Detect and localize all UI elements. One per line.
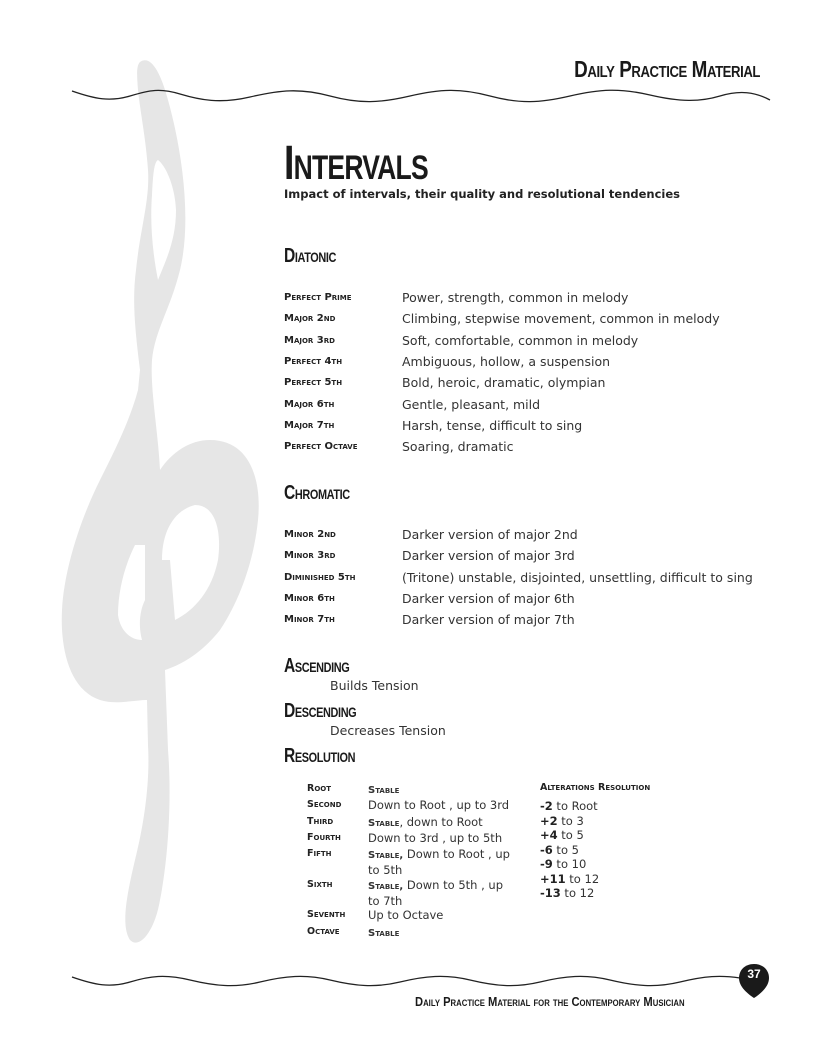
interval-description: Soaring, dramatic [402,439,514,455]
resolution-text: , down to Root [399,814,483,829]
table-row [284,415,720,436]
alterations-heading: Alterations Resolution [540,782,651,793]
interval-description: Gentle, pleasant, mild [402,396,541,412]
descending-text: Decreases Tension [330,723,446,738]
interval-description: (Tritone) unstable, disjointed, unsettling, difficult to sing [402,569,753,585]
alteration-number: +2 [540,813,558,828]
alteration-number: +11 [540,871,566,886]
interval-description: Bold, heroic, dramatic, olympian [402,375,606,391]
diatonic-table [284,287,720,457]
page-subtitle: Impact of intervals, their quality and resolutional tendencies [284,187,681,201]
table-row [307,908,517,924]
table-row [284,308,720,329]
chromatic-table [284,524,753,630]
degree-label: Seventh [307,909,346,921]
resolution-text: Down to Root , up to 5th [368,847,510,878]
table-row [307,831,517,847]
degree-label: Root [307,783,331,794]
interval-description: Darker version of major 2nd [402,527,578,543]
table-row [307,798,517,814]
interval-description: Power, strength, common in melody [402,290,629,306]
section-heading-descending: Descending [284,700,357,722]
list-item [540,872,650,887]
alteration-text: to 12 [565,871,600,886]
section-heading-chromatic: Chromatic [284,482,350,504]
table-row [284,330,720,351]
interval-label: Perfect Prime [284,292,352,304]
running-footer: Daily Practice Material for the Contemporary Musician [415,994,685,1009]
table-row [284,524,753,545]
alteration-text: to 10 [552,857,587,871]
interval-label: Perfect 5th [284,377,343,389]
degree-label: Fourth [307,831,341,843]
table-row [307,878,517,909]
interval-label: Minor 7th [284,614,335,626]
alteration-number: -9 [540,857,553,871]
interval-label: Minor 3rd [284,550,336,562]
interval-description: Climbing, stepwise movement, common in melody [402,311,720,327]
resolution-text: Up to Octave [368,908,444,923]
running-header: Daily Practice Material [574,56,760,82]
alteration-text: to 12 [560,886,595,900]
list-item [540,814,650,829]
interval-label: Major 6th [284,398,335,410]
interval-label: Major 3rd [284,334,335,346]
alteration-number: -2 [540,799,553,813]
interval-description: Darker version of major 6th [402,591,575,607]
section-heading-ascending: Ascending [284,655,350,677]
list-item [540,828,650,843]
interval-label: Major 2nd [284,313,336,325]
table-row [284,436,720,457]
table-row [284,588,753,609]
list-item [540,799,650,814]
alteration-text: to 5 [557,828,584,842]
resolution-table [307,782,517,941]
resolution-text: Down to Root , up to 3rd [368,798,510,813]
interval-description: Soft, comfortable, common in melody [402,332,639,348]
stable-label: Stable, [368,850,404,862]
interval-label: Minor 2nd [284,529,336,541]
table-row [307,925,517,941]
interval-description: Darker version of major 7th [402,612,575,628]
table-row [284,545,753,566]
resolution-text: Down to 5th , up to 7th [368,877,504,909]
alteration-number: -13 [540,886,561,900]
interval-label: Perfect 4th [284,356,343,368]
alteration-number: +4 [540,828,558,842]
degree-label: Octave [307,925,340,937]
ascending-text: Builds Tension [330,678,419,693]
table-row [284,372,720,393]
list-item [540,857,650,872]
degree-label: Sixth [307,878,333,890]
stable-label: Stable [368,785,400,796]
alterations-list [540,782,650,901]
list-item [540,843,650,858]
interval-label: Minor 6th [284,593,335,605]
page-number: 37 [747,967,761,981]
alteration-text: to 5 [552,842,579,857]
table-row [284,567,753,588]
interval-label: Major 7th [284,419,335,431]
interval-description: Ambiguous, hollow, a suspension [402,354,611,370]
table-row [307,782,517,798]
interval-label: Perfect Octave [284,441,358,453]
alteration-text: to Root [552,799,598,813]
degree-label: Third [307,815,334,827]
interval-label: Diminished 5th [284,571,356,583]
stable-label: Stable, [368,880,404,892]
stable-label: Stable [368,927,400,939]
degree-label: Fifth [307,848,332,860]
table-row [284,287,720,308]
table-row [307,847,517,878]
resolution-text: Down to 3rd , up to 5th [368,830,503,845]
list-item [540,886,650,901]
table-row [284,351,720,372]
interval-description: Darker version of major 3rd [402,548,575,564]
stable-label: Stable [368,817,400,829]
table-row [284,609,753,630]
page-title: Intervals [284,137,428,190]
table-row [307,815,517,831]
interval-description: Harsh, tense, difficult to sing [402,417,583,433]
section-heading-diatonic: Diatonic [284,245,337,267]
section-heading-resolution: Resolution [284,745,356,767]
table-row [284,393,720,414]
alteration-text: to 3 [557,813,584,828]
alteration-number: -6 [540,842,553,857]
degree-label: Second [307,799,342,811]
